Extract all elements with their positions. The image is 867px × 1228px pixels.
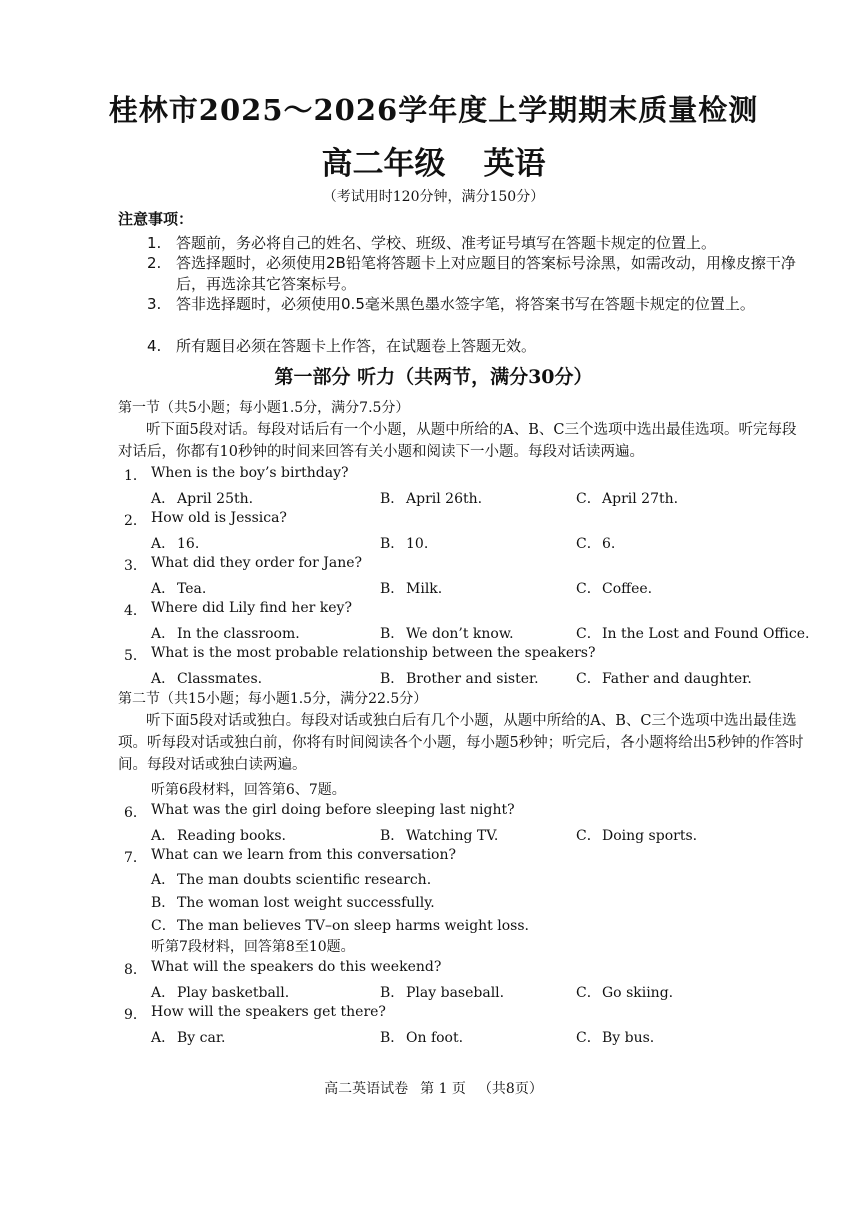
option-letter: C． (576, 1030, 601, 1046)
option-a (151, 533, 199, 553)
option-text: 10. (406, 536, 429, 552)
page-number: 第 1 页 (420, 1081, 466, 1097)
question-number: 3． (124, 558, 147, 574)
notice-item-text: 答题前，务必将自己的姓名、学校、班级、准考证号填写在答题卡规定的位置上。 (176, 234, 717, 252)
option-c (576, 488, 678, 508)
question-text: How will the speakers get there? (151, 1004, 386, 1020)
question-number: 7． (124, 850, 147, 866)
section-heading: 第一节（共5小题；每小题1.5分，满分7.5分） (118, 400, 410, 416)
question-text: What did they order for Jane? (151, 555, 362, 571)
question-number: 4． (124, 603, 147, 619)
option-text: The man believes TV–on sleep harms weight loss. (177, 918, 529, 934)
notice-item-number: 3. (147, 295, 162, 313)
option-c (576, 533, 615, 553)
option-letter: A． (151, 626, 176, 642)
option-b (380, 488, 482, 508)
option-letter: B． (380, 536, 405, 552)
option-letter: C． (151, 918, 176, 934)
option-b (380, 825, 498, 845)
option-letter: A． (151, 1030, 176, 1046)
material-note: 听第6段材料，回答第6、7题。 (151, 782, 346, 798)
part-heading: 第一部分 听力（共两节，满分30分） (274, 366, 593, 388)
option-c (151, 915, 529, 935)
option-a (151, 578, 206, 598)
notice-item-number: 2. (147, 254, 162, 272)
option-text: In the classroom. (177, 626, 300, 642)
option-text: 6. (602, 536, 616, 552)
option-text: The man doubts scientific research. (177, 872, 432, 888)
question-number: 9． (124, 1007, 147, 1023)
option-b (380, 1027, 463, 1047)
question-text: What was the girl doing before sleeping last night? (151, 802, 515, 818)
option-c (576, 578, 652, 598)
option-text: Reading books. (177, 828, 286, 844)
option-b (380, 668, 539, 688)
question-number: 6． (124, 805, 147, 821)
option-text: Play basketball. (177, 985, 290, 1001)
footer-label: 高二英语试卷 (324, 1081, 409, 1097)
notice-item-text: 答选择题时，必须使用2B铅笔将答题卡上对应题目的答案标号涂黑，如需改动，用橡皮擦干净后，再选涂其它答案标号。 (176, 254, 796, 293)
option-text: Coffee. (602, 581, 653, 597)
option-text: We don’t know. (406, 626, 514, 642)
option-c (576, 668, 752, 688)
option-letter: A． (151, 828, 176, 844)
option-letter: B． (380, 491, 405, 507)
option-text: Go skiing. (602, 985, 674, 1001)
option-text: Milk. (406, 581, 443, 597)
option-c (576, 825, 697, 845)
option-text: April 27th. (602, 491, 679, 507)
exam-info: （考试用时120分钟，满分150分） (322, 189, 545, 205)
question-text: When is the boy’s birthday? (151, 465, 349, 481)
page-total: （共8页） (477, 1081, 543, 1097)
option-letter: A． (151, 671, 176, 687)
option-letter: B． (380, 626, 405, 642)
option-a (151, 623, 300, 643)
option-letter: C． (576, 626, 601, 642)
notice-item (147, 253, 810, 295)
exam-title: 桂林市2025～2026学年度上学期期末质量检测 (108, 93, 759, 127)
option-letter: B． (380, 671, 405, 687)
option-text: Doing sports. (602, 828, 698, 844)
notice-heading: 注意事项： (118, 210, 194, 228)
option-letter: B． (380, 985, 405, 1001)
section-instructions: 听下面5段对话。每段对话后有一个小题，从题中所给的A、B、C三个选项中选出最佳选项。听完每段对话后，你都有10秒钟的时间来回答有关小题和阅读下一小题。每段对话读两遍。 (118, 422, 797, 460)
option-letter: C． (576, 581, 601, 597)
option-text: Brother and sister. (406, 671, 539, 687)
option-text: Classmates. (177, 671, 263, 687)
option-b (380, 533, 428, 553)
option-b (151, 892, 435, 912)
option-letter: B． (380, 828, 405, 844)
material-note: 听第7段材料，回答第8至10题。 (151, 939, 355, 955)
option-b (380, 623, 514, 643)
option-text: 16. (177, 536, 200, 552)
option-text: Play baseball. (406, 985, 505, 1001)
question-text: What will the speakers do this weekend? (151, 959, 442, 975)
option-text: The woman lost weight successfully. (177, 895, 435, 911)
notice-item (147, 336, 810, 357)
option-letter: B． (380, 1030, 405, 1046)
question-number: 1． (124, 468, 147, 484)
option-text: In the Lost and Found Office. (602, 626, 810, 642)
question-text: Where did Lily find her key? (151, 600, 352, 616)
option-letter: A． (151, 872, 176, 888)
option-a (151, 668, 262, 688)
option-letter: B． (380, 581, 405, 597)
option-letter: A． (151, 985, 176, 1001)
option-text: April 25th. (177, 491, 254, 507)
option-letter: A． (151, 581, 176, 597)
option-text: Watching TV. (406, 828, 499, 844)
option-letter: A． (151, 491, 176, 507)
option-a (151, 488, 253, 508)
option-text: On foot. (406, 1030, 464, 1046)
option-c (576, 1027, 654, 1047)
option-text: By car. (177, 1030, 226, 1046)
question-number: 2． (124, 513, 147, 529)
option-letter: C． (576, 985, 601, 1001)
question-text: What can we learn from this conversation? (151, 847, 457, 863)
question-text: How old is Jessica? (151, 510, 287, 526)
notice-item (147, 233, 810, 254)
option-b (380, 982, 504, 1002)
option-text: By bus. (602, 1030, 655, 1046)
option-a (151, 1027, 225, 1047)
option-letter: C． (576, 491, 601, 507)
option-letter: C． (576, 828, 601, 844)
option-letter: A． (151, 536, 176, 552)
option-text: April 26th. (406, 491, 483, 507)
subject-label: 英语 (483, 146, 546, 182)
notice-item-text: 答非选择题时，必须使用0.5毫米黑色墨水签字笔，将答案书写在答题卡规定的位置上。 (176, 295, 755, 313)
option-text: Father and daughter. (602, 671, 752, 687)
section-instructions: 听下面5段对话或独白。每段对话或独白后有几个小题，从题中所给的A、B、C三个选项中选出最佳选项。听每段对话或独白前，你将有时间阅读各个小题，每小题5秒钟；听完后，各小题将给出5秒钟的作答时间。每段对话或独白读两遍。 (118, 713, 804, 773)
option-text: Tea. (177, 581, 207, 597)
grade-label: 高二年级 (321, 146, 446, 182)
option-letter: C． (576, 671, 601, 687)
notice-item (147, 294, 810, 315)
exam-subtitle (0, 138, 867, 183)
option-letter: B． (151, 895, 176, 911)
option-c (576, 623, 809, 643)
question-number: 5． (124, 648, 147, 664)
notice-item-number: 4. (147, 337, 162, 355)
option-a (151, 869, 431, 889)
option-b (380, 578, 442, 598)
option-a (151, 982, 289, 1002)
notice-item-number: 1. (147, 234, 162, 252)
option-c (576, 982, 673, 1002)
notice-item-text: 所有题目必须在答题卡上作答，在试题卷上答题无效。 (176, 337, 537, 355)
question-number: 8． (124, 962, 147, 978)
option-letter: C． (576, 536, 601, 552)
option-a (151, 825, 286, 845)
page-footer (0, 1078, 867, 1098)
question-text: What is the most probable relationship between the speakers? (151, 645, 596, 661)
section-heading: 第二节（共15小题；每小题1.5分，满分22.5分） (118, 691, 428, 707)
